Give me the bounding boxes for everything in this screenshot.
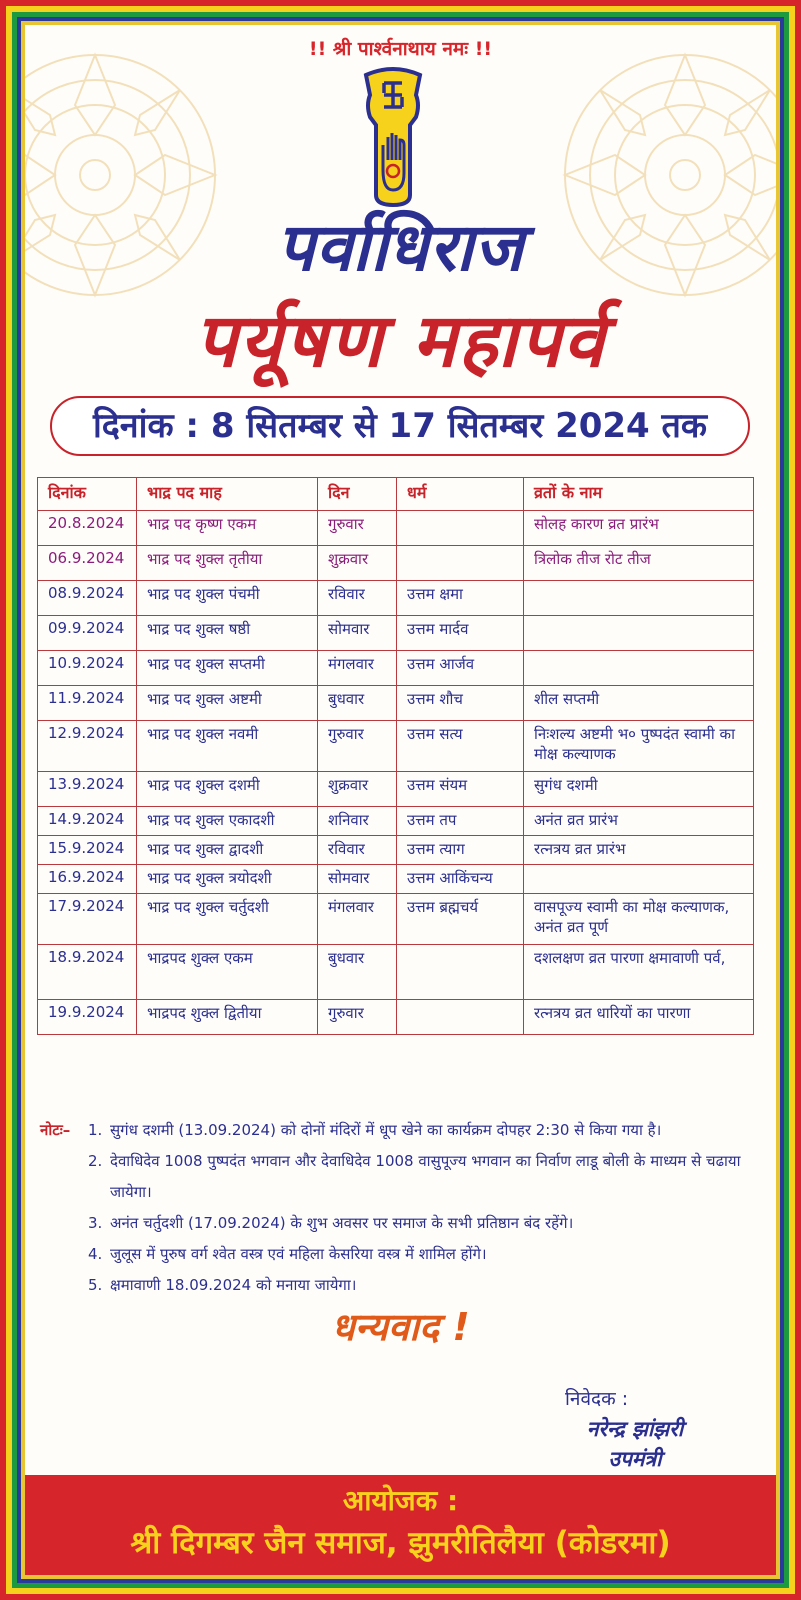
table-row (38, 836, 754, 865)
cell-dharma: उत्तम आर्जव (397, 651, 524, 686)
cell-day: गुरुवार (318, 721, 397, 772)
mantra-heading: !! श्री पार्श्वनाथाय नमः !! (308, 38, 493, 60)
note-item: 3. अनंत चर्तुदशी (17.09.2024) के शुभ अवसर पर समाज के सभी प्रतिष्ठान बंद रहेंगे। (40, 1208, 765, 1239)
thank-you-text: धन्यवाद ! (331, 1305, 470, 1349)
table-row (38, 865, 754, 894)
signature-role: उपमंत्री (608, 1447, 662, 1471)
cell-month: भाद्र पद शुक्ल नवमी (137, 721, 318, 772)
organizer-footer (25, 1475, 776, 1575)
table-row (38, 945, 754, 1000)
col-header-date: दिनांक (38, 478, 137, 511)
cell-vrat (524, 581, 754, 616)
cell-month: भाद्रपद शुक्ल द्वितीया (137, 1000, 318, 1035)
cell-day: शुक्रवार (318, 772, 397, 807)
cell-date: 15.9.2024 (38, 836, 137, 865)
cell-vrat: सुगंध दशमी (524, 772, 754, 807)
poster-body (25, 25, 776, 1575)
cell-day: मंगलवार (318, 894, 397, 945)
cell-month: भाद्र पद शुक्ल चर्तुदशी (137, 894, 318, 945)
title-paryushan-mahaparv: पर्यूषण महापर्व (195, 298, 606, 384)
note-text: अनंत चर्तुदशी (17.09.2024) के शुभ अवसर पर समाज के सभी प्रतिष्ठान बंद रहेंगे। (110, 1214, 574, 1232)
cell-day: रविवार (318, 836, 397, 865)
title-paryadhiraj: पर्वाधिराज (276, 209, 525, 286)
cell-date: 12.9.2024 (38, 721, 137, 772)
table-row (38, 894, 754, 945)
organizer-label: आयोजक : (342, 1484, 459, 1517)
cell-date: 08.9.2024 (38, 581, 137, 616)
cell-dharma: उत्तम सत्य (397, 721, 524, 772)
cell-date: 20.8.2024 (38, 511, 137, 546)
cell-date: 11.9.2024 (38, 686, 137, 721)
note-item: नोटः– 1. सुगंध दशमी (13.09.2024) को दोनों मंदिरों में धूप खेने का कार्यक्रम दोपहर 2:30 से किया गया है। (40, 1115, 765, 1146)
cell-month: भाद्र पद शुक्ल त्रयोदशी (137, 865, 318, 894)
table-row (38, 546, 754, 581)
signature-name: नरेन्द्र झांझरी (586, 1417, 684, 1441)
cell-vrat: त्रिलोक तीज रोट तीज (524, 546, 754, 581)
cell-date: 18.9.2024 (38, 945, 137, 1000)
cell-dharma: उत्तम ब्रह्मचर्य (397, 894, 524, 945)
cell-vrat: दशलक्षण व्रत पारणा क्षमावाणी पर्व, (524, 945, 754, 1000)
cell-date: 19.9.2024 (38, 1000, 137, 1035)
note-text: जुलूस में पुरुष वर्ग श्वेत वस्त्र एवं महिला केसरिया वस्त्र में शामिल होंगे। (110, 1245, 487, 1263)
cell-date: 14.9.2024 (38, 807, 137, 836)
cell-day: बुधवार (318, 686, 397, 721)
cell-dharma: उत्तम शौच (397, 686, 524, 721)
jain-emblem-icon (358, 65, 428, 210)
table-row (38, 807, 754, 836)
note-item: 4. जुलूस में पुरुष वर्ग श्वेत वस्त्र एवं महिला केसरिया वस्त्र में शामिल होंगे। (40, 1239, 765, 1270)
cell-vrat: निःशल्य अष्टमी भ० पुष्पदंत स्वामी का मोक्ष कल्याणक (524, 721, 754, 772)
cell-vrat (524, 865, 754, 894)
table-row (38, 772, 754, 807)
cell-date: 13.9.2024 (38, 772, 137, 807)
cell-vrat: वासपूज्य स्वामी का मोक्ष कल्याणक, अनंत व्रत पूर्ण (524, 894, 754, 945)
cell-vrat: अनंत व्रत प्रारंभ (524, 807, 754, 836)
table-row (38, 1000, 754, 1035)
cell-day: गुरुवार (318, 1000, 397, 1035)
cell-dharma: उत्तम तप (397, 807, 524, 836)
cell-date: 06.9.2024 (38, 546, 137, 581)
cell-month: भाद्र पद शुक्ल द्वादशी (137, 836, 318, 865)
cell-month: भाद्र पद शुक्ल तृतीया (137, 546, 318, 581)
cell-dharma: उत्तम मार्दव (397, 616, 524, 651)
table-header-row (38, 478, 754, 511)
cell-date: 17.9.2024 (38, 894, 137, 945)
cell-month: भाद्र पद शुक्ल अष्टमी (137, 686, 318, 721)
cell-day: मंगलवार (318, 651, 397, 686)
cell-date: 16.9.2024 (38, 865, 137, 894)
cell-month: भाद्र पद शुक्ल पंचमी (137, 581, 318, 616)
table-row (38, 616, 754, 651)
cell-dharma: उत्तम संयम (397, 772, 524, 807)
table-row (38, 651, 754, 686)
table-row (38, 686, 754, 721)
col-header-day: दिन (318, 478, 397, 511)
cell-month: भाद्र पद शुक्ल षष्ठी (137, 616, 318, 651)
cell-vrat: रत्नत्रय व्रत धारियों का पारणा (524, 1000, 754, 1035)
cell-day: सोमवार (318, 865, 397, 894)
cell-vrat: रत्नत्रय व्रत प्रारंभ (524, 836, 754, 865)
cell-dharma (397, 546, 524, 581)
col-header-month: भाद्र पद माह (137, 478, 318, 511)
cell-vrat (524, 616, 754, 651)
cell-date: 10.9.2024 (38, 651, 137, 686)
cell-month: भाद्र पद शुक्ल दशमी (137, 772, 318, 807)
note-text: सुगंध दशमी (13.09.2024) को दोनों मंदिरों में धूप खेने का कार्यक्रम दोपहर 2:30 से किया गया है। (110, 1121, 662, 1139)
signature-label: निवेदक : (565, 1388, 629, 1410)
note-text: क्षमावाणी 18.09.2024 को मनाया जायेगा। (110, 1276, 357, 1294)
cell-dharma (397, 945, 524, 1000)
schedule-table (37, 477, 754, 1035)
cell-dharma: उत्तम त्याग (397, 836, 524, 865)
cell-day: बुधवार (318, 945, 397, 1000)
cell-day: सोमवार (318, 616, 397, 651)
cell-vrat: सोलह कारण व्रत प्रारंभ (524, 511, 754, 546)
cell-vrat (524, 651, 754, 686)
cell-day: गुरुवार (318, 511, 397, 546)
cell-month: भाद्र पद शुक्ल एकादशी (137, 807, 318, 836)
cell-date: 09.9.2024 (38, 616, 137, 651)
notes-label: नोटः– (40, 1121, 71, 1139)
note-item: 2. देवाधिदेव 1008 पुष्पदंत भगवान और देवाधिदेव 1008 वासुपूज्य भगवान का निर्वाण लाडू बोली के माध्यम से चढाया जायेगा। (40, 1146, 765, 1208)
cell-day: शुक्रवार (318, 546, 397, 581)
organizer-name: श्री दिगम्बर जैन समाज, झुमरीतिलैया (कोडरमा) (130, 1525, 671, 1561)
cell-dharma: उत्तम क्षमा (397, 581, 524, 616)
cell-dharma (397, 511, 524, 546)
cell-day: शनिवार (318, 807, 397, 836)
note-text: देवाधिदेव 1008 पुष्पदंत भगवान और देवाधिदेव 1008 वासुपूज्य भगवान का निर्वाण लाडू बोली के माध्यम से चढाया जायेगा। (110, 1152, 741, 1201)
cell-dharma (397, 1000, 524, 1035)
cell-month: भाद्र पद शुक्ल सप्तमी (137, 651, 318, 686)
cell-day: रविवार (318, 581, 397, 616)
col-header-dharma: धर्म (397, 478, 524, 511)
note-item: 5. क्षमावाणी 18.09.2024 को मनाया जायेगा। (40, 1270, 765, 1301)
col-header-vrat: व्रतों के नाम (524, 478, 754, 511)
date-range-banner: दिनांक : 8 सितम्बर से 17 सितम्बर 2024 तक (50, 396, 750, 456)
table-row (38, 581, 754, 616)
cell-month: भाद्रपद शुक्ल एकम (137, 945, 318, 1000)
table-row (38, 511, 754, 546)
cell-dharma: उत्तम आकिंचन्य (397, 865, 524, 894)
table-row (38, 721, 754, 772)
notes-section (40, 1115, 765, 1301)
cell-month: भाद्र पद कृष्ण एकम (137, 511, 318, 546)
cell-vrat: शील सप्तमी (524, 686, 754, 721)
